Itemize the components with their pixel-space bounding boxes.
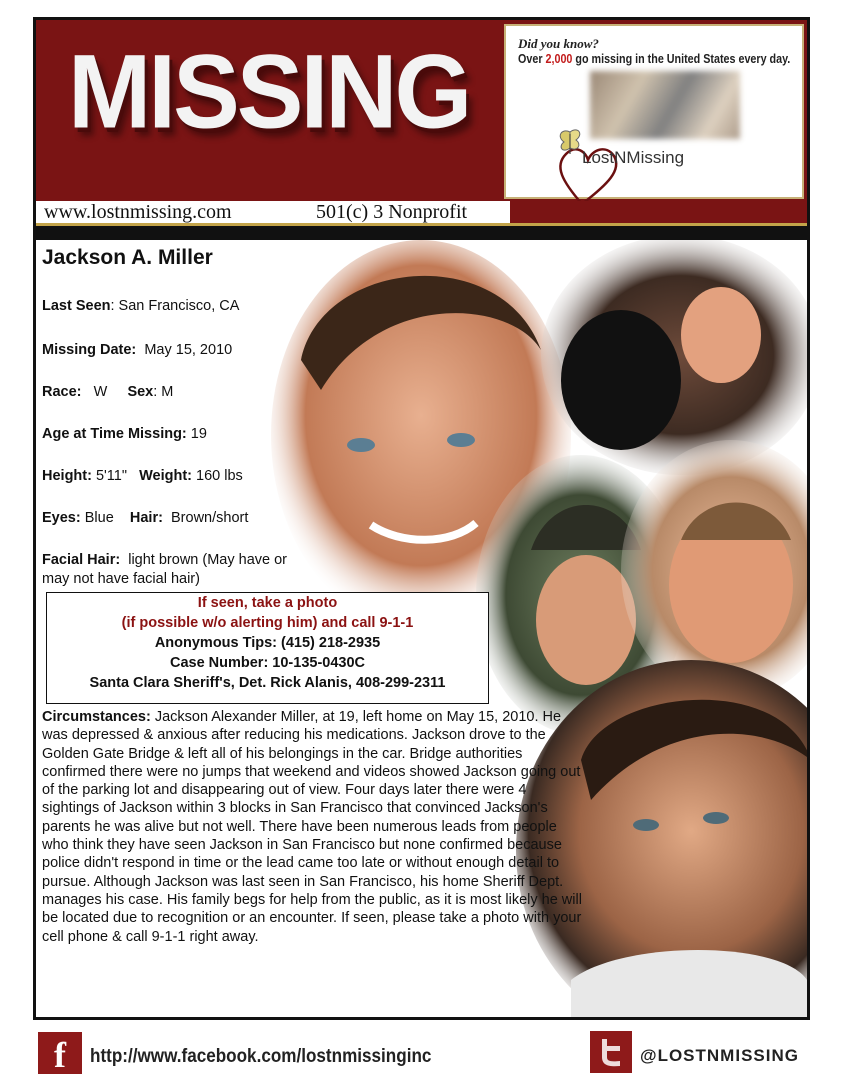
tip-box [46, 592, 489, 704]
facebook-icon[interactable]: f [38, 1032, 82, 1074]
last-seen-value: : San Francisco, CA [110, 298, 240, 314]
case-number-line: Case Number: 10-135-0430C [169, 655, 366, 671]
circumstances-label: Circumstances: [42, 709, 151, 725]
facial-hair-label: Facial Hair: [42, 552, 121, 568]
race-sex-row [42, 384, 173, 400]
facial-hair-row [42, 552, 287, 568]
eyes-hair-row [42, 510, 248, 526]
weight-value: 160 lbs [196, 468, 243, 484]
missing-date-label: Missing Date: [42, 342, 137, 358]
circumstances-text [42, 708, 582, 946]
age-label: Age at Time Missing: [42, 426, 187, 442]
tip-instruction-detail: (if possible w/o alerting him) and call 9-1-1 [121, 615, 414, 631]
missing-title: MISSING [68, 33, 470, 151]
facial-hair-row-2 [42, 571, 200, 587]
sheriff-contact-line: Santa Clara Sheriff's, Det. Rick Alanis, 408-299-2311 [89, 675, 446, 691]
person-name: Jackson A. Miller [42, 246, 213, 269]
weight-label: Weight: [139, 468, 192, 484]
last-seen-label: Last Seen [42, 298, 111, 314]
twitter-glyph-icon [590, 1031, 632, 1073]
race-label: Race: [42, 384, 82, 400]
hair-value: Brown/short [171, 510, 249, 526]
missing-poster [33, 17, 810, 1020]
twitter-icon[interactable] [590, 1031, 632, 1073]
website-url[interactable]: www.lostnmissing.com [44, 201, 232, 223]
hair-label: Hair: [129, 510, 163, 526]
twitter-handle[interactable]: @LOSTNMISSING [640, 1046, 799, 1065]
red-bar-segment [510, 201, 807, 223]
fact-suffix: go missing in the United States every day. [575, 52, 791, 66]
sex-label: Sex [127, 384, 154, 400]
did-you-know-heading: Did you know? [518, 36, 599, 51]
missing-date-row [42, 342, 232, 358]
height-label: Height: [42, 468, 92, 484]
age-value: 19 [190, 426, 207, 442]
facebook-url[interactable]: http://www.facebook.com/lostnmissinginc [90, 1046, 432, 1067]
eyes-value: Blue [84, 510, 114, 526]
lostnmissing-logo-text: LostNMissing [582, 148, 685, 167]
anonymous-tips-line: Anonymous Tips: (415) 218-2935 [154, 635, 381, 651]
last-seen-row [42, 298, 239, 314]
height-weight-row [42, 468, 243, 484]
age-row [42, 426, 207, 442]
fact-prefix: Over [518, 52, 543, 66]
missing-statistic [518, 52, 790, 66]
facial-hair-value-line1: light brown (May have or [128, 552, 287, 568]
missing-date-value: May 15, 2010 [144, 342, 233, 358]
circumstances-body: Jackson Alexander Miller, at 19, left home on May 15, 2010. He was depressed & anxious after reducing his medications. Jackson drove to the Golden Gate Bridge & left all of his belongings in the car. Bridge authorities confirmed there were no jumps that weekend and videos showed Jackson going out of the parking lot and disappearing out of view. Four days later there were 4 sightings of Jackson within 3 blocks in San Francisco that convinced Jackson's parents he was alive but not well. There have been numerous leads from people who think they have seen Jackson in San Francisco but none confirmed because police didn't respond in time or the lead came too late or without enough detail to pursue. Although Jackson was last seen in San Francisco, his home Sheriff Dept. manages his case. His family begs for help from the public, as it is most likely he will be located due to recognition or an encounter. If seen, please take a photo with your cell phone & call 9-1-1 right away. [42, 709, 582, 945]
header-banner [36, 20, 807, 201]
height-value: 5'11" [95, 468, 128, 484]
eyes-label: Eyes: [42, 510, 81, 526]
fact-number: 2,000 [545, 52, 573, 66]
nonprofit-label: 501(c) 3 Nonprofit [316, 201, 468, 223]
sex-value: : M [153, 384, 174, 400]
tip-instruction: If seen, take a photo [197, 595, 338, 611]
black-divider [36, 226, 807, 240]
race-value: W [93, 384, 108, 400]
facial-hair-value-line2: may not have facial hair) [42, 571, 200, 587]
website-bar [36, 201, 807, 223]
did-you-know-panel [504, 24, 804, 199]
